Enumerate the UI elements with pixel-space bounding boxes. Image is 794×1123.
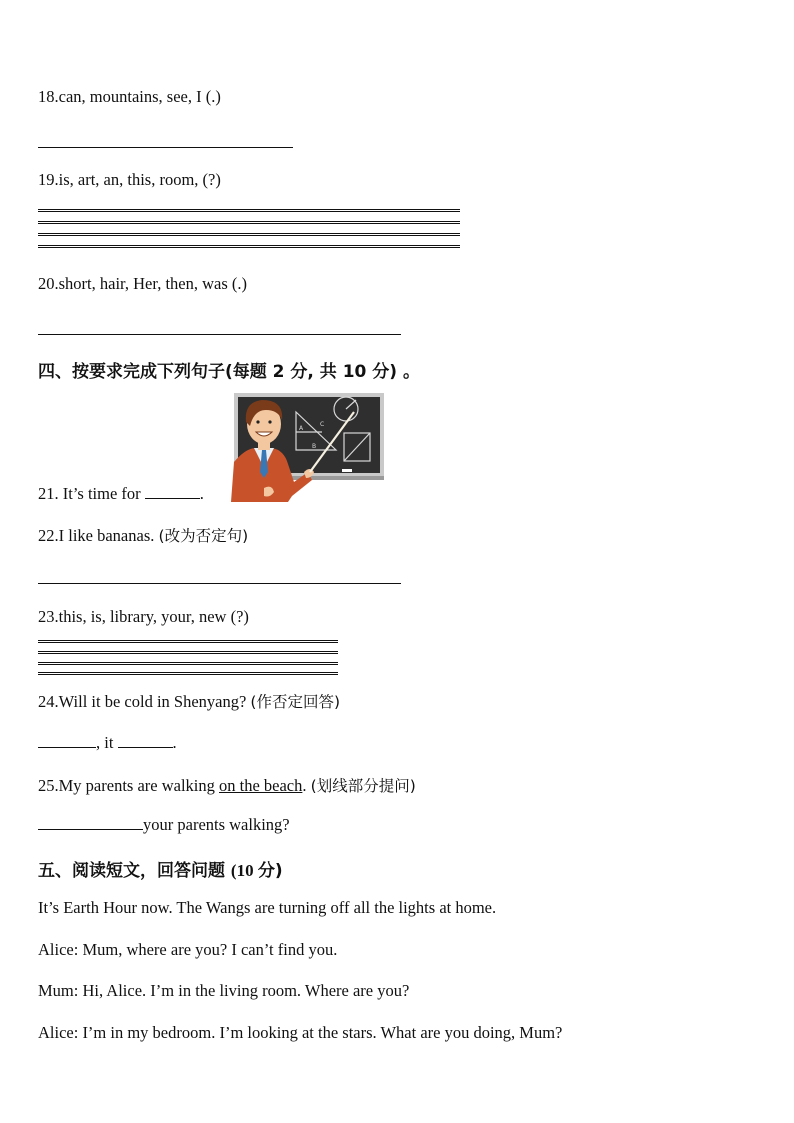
- question-21-suffix: .: [199, 484, 204, 503]
- answer-blank-24b[interactable]: [118, 733, 173, 748]
- question-24-text: 24.Will it be cold in Shenyang?: [38, 692, 251, 711]
- passage-line: Alice: Mum, where are you? I can’t find you.: [38, 940, 338, 959]
- question-25-prefix: 25.My parents are walking: [38, 776, 219, 795]
- answer-line-19a[interactable]: [38, 209, 460, 212]
- section-4-heading: 四、按要求完成下列句子(每题 2 分, 共 10 分) 。: [38, 362, 420, 382]
- question-20: 20.short, hair, Her, then, was (.): [38, 274, 247, 293]
- board-label-b: B: [312, 443, 317, 450]
- question-24-note: (作否定回答): [250, 693, 341, 711]
- question-22: [38, 524, 248, 546]
- question-18: 18.can, mountains, see, I (.): [38, 87, 221, 106]
- passage-line: Mum: Hi, Alice. I’m in the living room. Where are you?: [38, 981, 410, 1000]
- answer-line-23a[interactable]: [38, 640, 338, 643]
- answer-line-20[interactable]: [38, 334, 401, 335]
- answer-blank-21[interactable]: [145, 484, 200, 499]
- question-24: [38, 690, 340, 712]
- answer-25-text: your parents walking?: [143, 815, 290, 834]
- answer-line-22[interactable]: [38, 583, 401, 584]
- answer-blank-25[interactable]: [38, 815, 143, 830]
- answer-24-end: .: [172, 733, 177, 752]
- answer-25-row: [38, 815, 290, 835]
- section-5-heading: [38, 856, 283, 881]
- chalk: [342, 469, 352, 472]
- passage-line: It’s Earth Hour now. The Wangs are turning off all the lights at home.: [38, 898, 497, 917]
- question-22-note: (改为否定句): [158, 527, 249, 545]
- answer-line-18[interactable]: [38, 147, 293, 148]
- answer-blank-24a[interactable]: [38, 733, 96, 748]
- section-5-title-b: (10: [230, 861, 258, 880]
- question-19: 19.is, art, an, this, room, (?): [38, 170, 221, 189]
- answer-line-23b[interactable]: [38, 651, 338, 654]
- answer-line-19b[interactable]: [38, 221, 460, 224]
- answer-24-mid: , it: [96, 733, 118, 752]
- question-25-suffix: .: [302, 776, 311, 795]
- question-25: [38, 774, 416, 796]
- passage-line: Alice: I’m in my bedroom. I’m looking at the stars. What are you doing, Mum?: [38, 1023, 563, 1042]
- answer-line-19c[interactable]: [38, 233, 460, 236]
- board-label-c: C: [320, 421, 325, 428]
- teacher-at-blackboard-illustration: [226, 392, 386, 502]
- question-21: [38, 484, 204, 504]
- board-label-a: A: [299, 425, 304, 432]
- question-22-text: 22.I like bananas.: [38, 526, 159, 545]
- answer-line-19d[interactable]: [38, 245, 460, 248]
- question-23: 23.this, is, library, your, new (?): [38, 607, 249, 626]
- question-21-prefix: 21. It’s time for: [38, 484, 145, 503]
- answer-24-row: [38, 733, 177, 753]
- section-5-title-c: 分): [257, 861, 283, 881]
- section-5-title-a: 五、阅读短文，回答问题: [38, 861, 231, 881]
- question-25-note: (划线部分提问): [310, 777, 416, 795]
- answer-line-23c[interactable]: [38, 662, 338, 665]
- question-25-underlined: on the beach: [219, 776, 303, 795]
- answer-line-23d[interactable]: [38, 672, 338, 675]
